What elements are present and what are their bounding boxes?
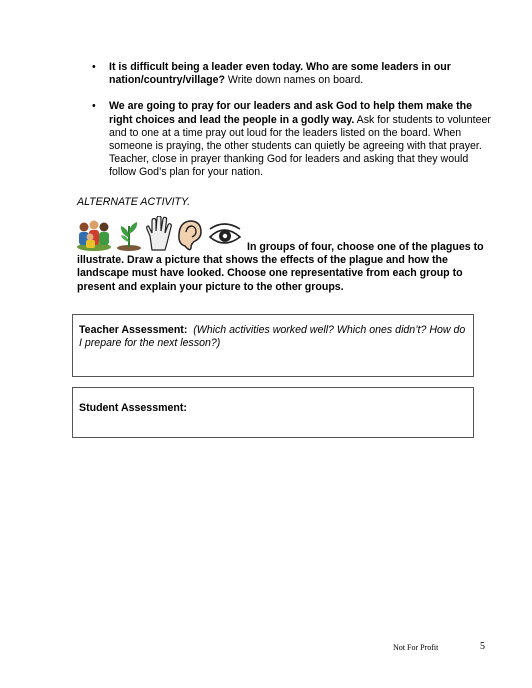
plague-instructions <box>77 241 487 294</box>
page-number: 5 <box>480 641 485 652</box>
alternate-activity-title: ALTERNATE ACTIVITY. <box>77 196 191 208</box>
bullet-icon: • <box>92 100 96 113</box>
bullet-bold-text: It is difficult being a leader even today. Who are some leaders in our nation/country/village? <box>109 61 451 87</box>
teacher-assessment-label: Teacher Assessment: <box>79 324 188 336</box>
bullet-icon: • <box>92 61 96 73</box>
student-assessment-label: Student Assessment: <box>79 402 187 414</box>
footer-text: Not For Profit <box>393 643 439 652</box>
bullet-text: Ask for students to volunteer and to one at a time pray out loud for the leaders listed on the board. When someone is praying, the other students can quietly be agreeing with that prayer. Teacher, close in prayer thanking God for leaders and asking that they would follow God’s plan for your nation. <box>109 113 491 179</box>
student-assessment-box <box>72 387 474 438</box>
bullet-bold-text: We are going to pray for our leaders and ask God to help them make the right choices and lead the people in a godly way. <box>109 100 473 126</box>
bullet-item-prayer <box>92 100 492 179</box>
bullet-item-leaders <box>92 61 492 87</box>
teacher-assessment-prompt: (Which activities worked well? Which ones didn’t? How do I prepare for the next lesson?) <box>79 324 466 350</box>
bullet-list <box>92 61 492 193</box>
bullet-text: Write down names on board. <box>224 74 364 87</box>
teacher-assessment-box <box>72 314 474 377</box>
plague-instructions-text: In groups of four, choose one of the plagues to illustrate. Draw a picture that shows the effects of the plague and how the landscape must have looked. Choose one representative from each group to present and explain your picture to the other groups. <box>77 241 484 293</box>
